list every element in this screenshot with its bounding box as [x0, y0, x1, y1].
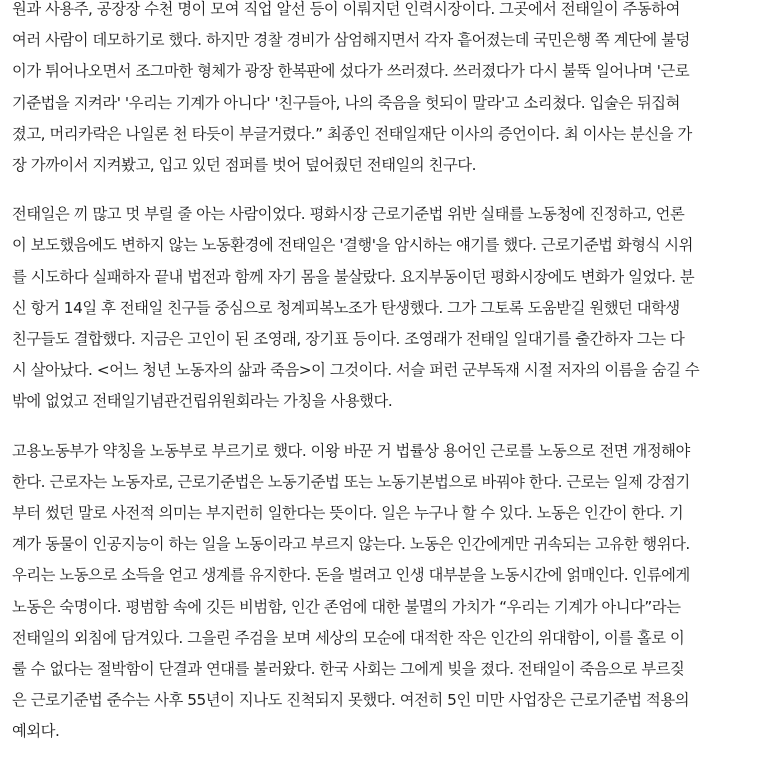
text-line: 기준법을 지켜라' '우리는 기계가 아니다' '친구들아, 나의 죽음을 헛되이 말라'고 소리쳤다. 입술은 뒤집혀 [12, 93, 680, 112]
paragraph-2 [12, 199, 783, 417]
text-line: 전태일은 끼 많고 멋 부릴 줄 아는 사람이었다. 평화시장 근로기준법 위반 실태를 노동청에 진정하고, 언론 [12, 205, 685, 224]
text-line: 노동은 숙명이다. 평범함 속에 깃든 비범함, 인간 존엄에 대한 불멸의 가치가 “우리는 기계가 아니다”라는 [12, 597, 681, 616]
text-line: 원과 사용주, 공장장 수천 명이 모여 직업 알선 등이 이뤄지던 인력시장이다. 그곳에서 전태일이 주동하여 [12, 0, 680, 18]
text-line: 우리는 노동으로 소득을 얻고 생계를 유지한다. 돈을 벌려고 인생 대부분을 노동시간에 얽매인다. 인류에게 [12, 566, 690, 585]
paragraph-3 [12, 436, 783, 748]
text-line: 를 시도하다 실패하자 끝내 법전과 함께 자기 몸을 불살랐다. 요지부동이던 평화시장에도 변화가 일었다. 분 [12, 267, 695, 286]
text-line: 부터 썼던 말로 사전적 의미는 부지런히 일한다는 뜻이다. 일은 누구나 할 수 있다. 노동은 인간이 한다. 기 [12, 504, 684, 523]
text-line: 한다. 근로자는 노동자로, 근로기준법은 노동기준법 또는 노동기본법으로 바꿔야 한다. 근로는 일제 강점기 [12, 472, 690, 491]
text-line: 시 살아났다. <어느 청년 노동자의 삶과 죽음>이 그것이다. 서슬 퍼런 군부독재 시절 저자의 이름을 숨길 수 [12, 361, 700, 380]
paragraph-1 [12, 0, 783, 181]
text-line: 고용노동부가 약칭을 노동부로 부르기로 했다. 이왕 바꾼 거 법률상 용어인 근로를 노동으로 전면 개정해야 [12, 441, 690, 460]
text-line: 이가 튀어나오면서 조그마한 형체가 광장 한복판에 섰다가 쓰러졌다. 쓰러졌다가 다시 불뚝 일어나며 '근로 [12, 62, 690, 81]
text-line: 친구들도 결합했다. 지금은 고인이 된 조영래, 장기표 등이다. 조영래가 전태일 일대기를 출간하자 그는 다 [12, 330, 685, 349]
text-line: 전태일의 외침에 담겨있다. 그을린 주검을 보며 세상의 모순에 대적한 작은 인간의 위대함이, 이를 홀로 이 [12, 628, 685, 647]
text-line: 이 보도했음에도 변하지 않는 노동환경에 전태일은 '결행'을 암시하는 얘기를 했다. 근로기준법 화형식 시위 [12, 236, 693, 255]
text-line: 신 항거 14일 후 전태일 친구들 중심으로 청계피복노조가 탄생했다. 그가 그토록 도움받길 원했던 대학생 [12, 298, 680, 317]
text-line: 졌고, 머리카락은 나일론 천 타듯이 부글거렸다.” 최종인 전태일재단 이사의 증언이다. 최 이사는 분신을 가 [12, 124, 692, 143]
text-line: 장 가까이서 지켜봤고, 입고 있던 점퍼를 벗어 덮어줬던 전태일의 친구다. [12, 156, 477, 175]
text-line: 룰 수 없다는 절박함이 단결과 연대를 불러왔다. 한국 사회는 그에게 빚을 졌다. 전태일이 죽음으로 부르짖 [12, 660, 685, 679]
text-line: 은 근로기준법 준수는 사후 55년이 지나도 진척되지 못했다. 여전히 5인 미만 사업장은 근로기준법 적용의 [12, 691, 690, 710]
text-line: 밖에 없었고 전태일기념관건립위원회라는 가칭을 사용했다. [12, 392, 393, 411]
text-line: 여러 사람이 데모하기로 했다. 하지만 경찰 경비가 삼엄해지면서 각자 흩어졌는데 국민은행 쪽 계단에 불덩 [12, 31, 690, 50]
text-line: 예외다. [12, 722, 60, 741]
text-line: 계가 동물이 인공지능이 하는 일을 노동이라고 부르지 않는다. 노동은 인간에게만 귀속되는 고유한 행위다. [12, 535, 690, 554]
